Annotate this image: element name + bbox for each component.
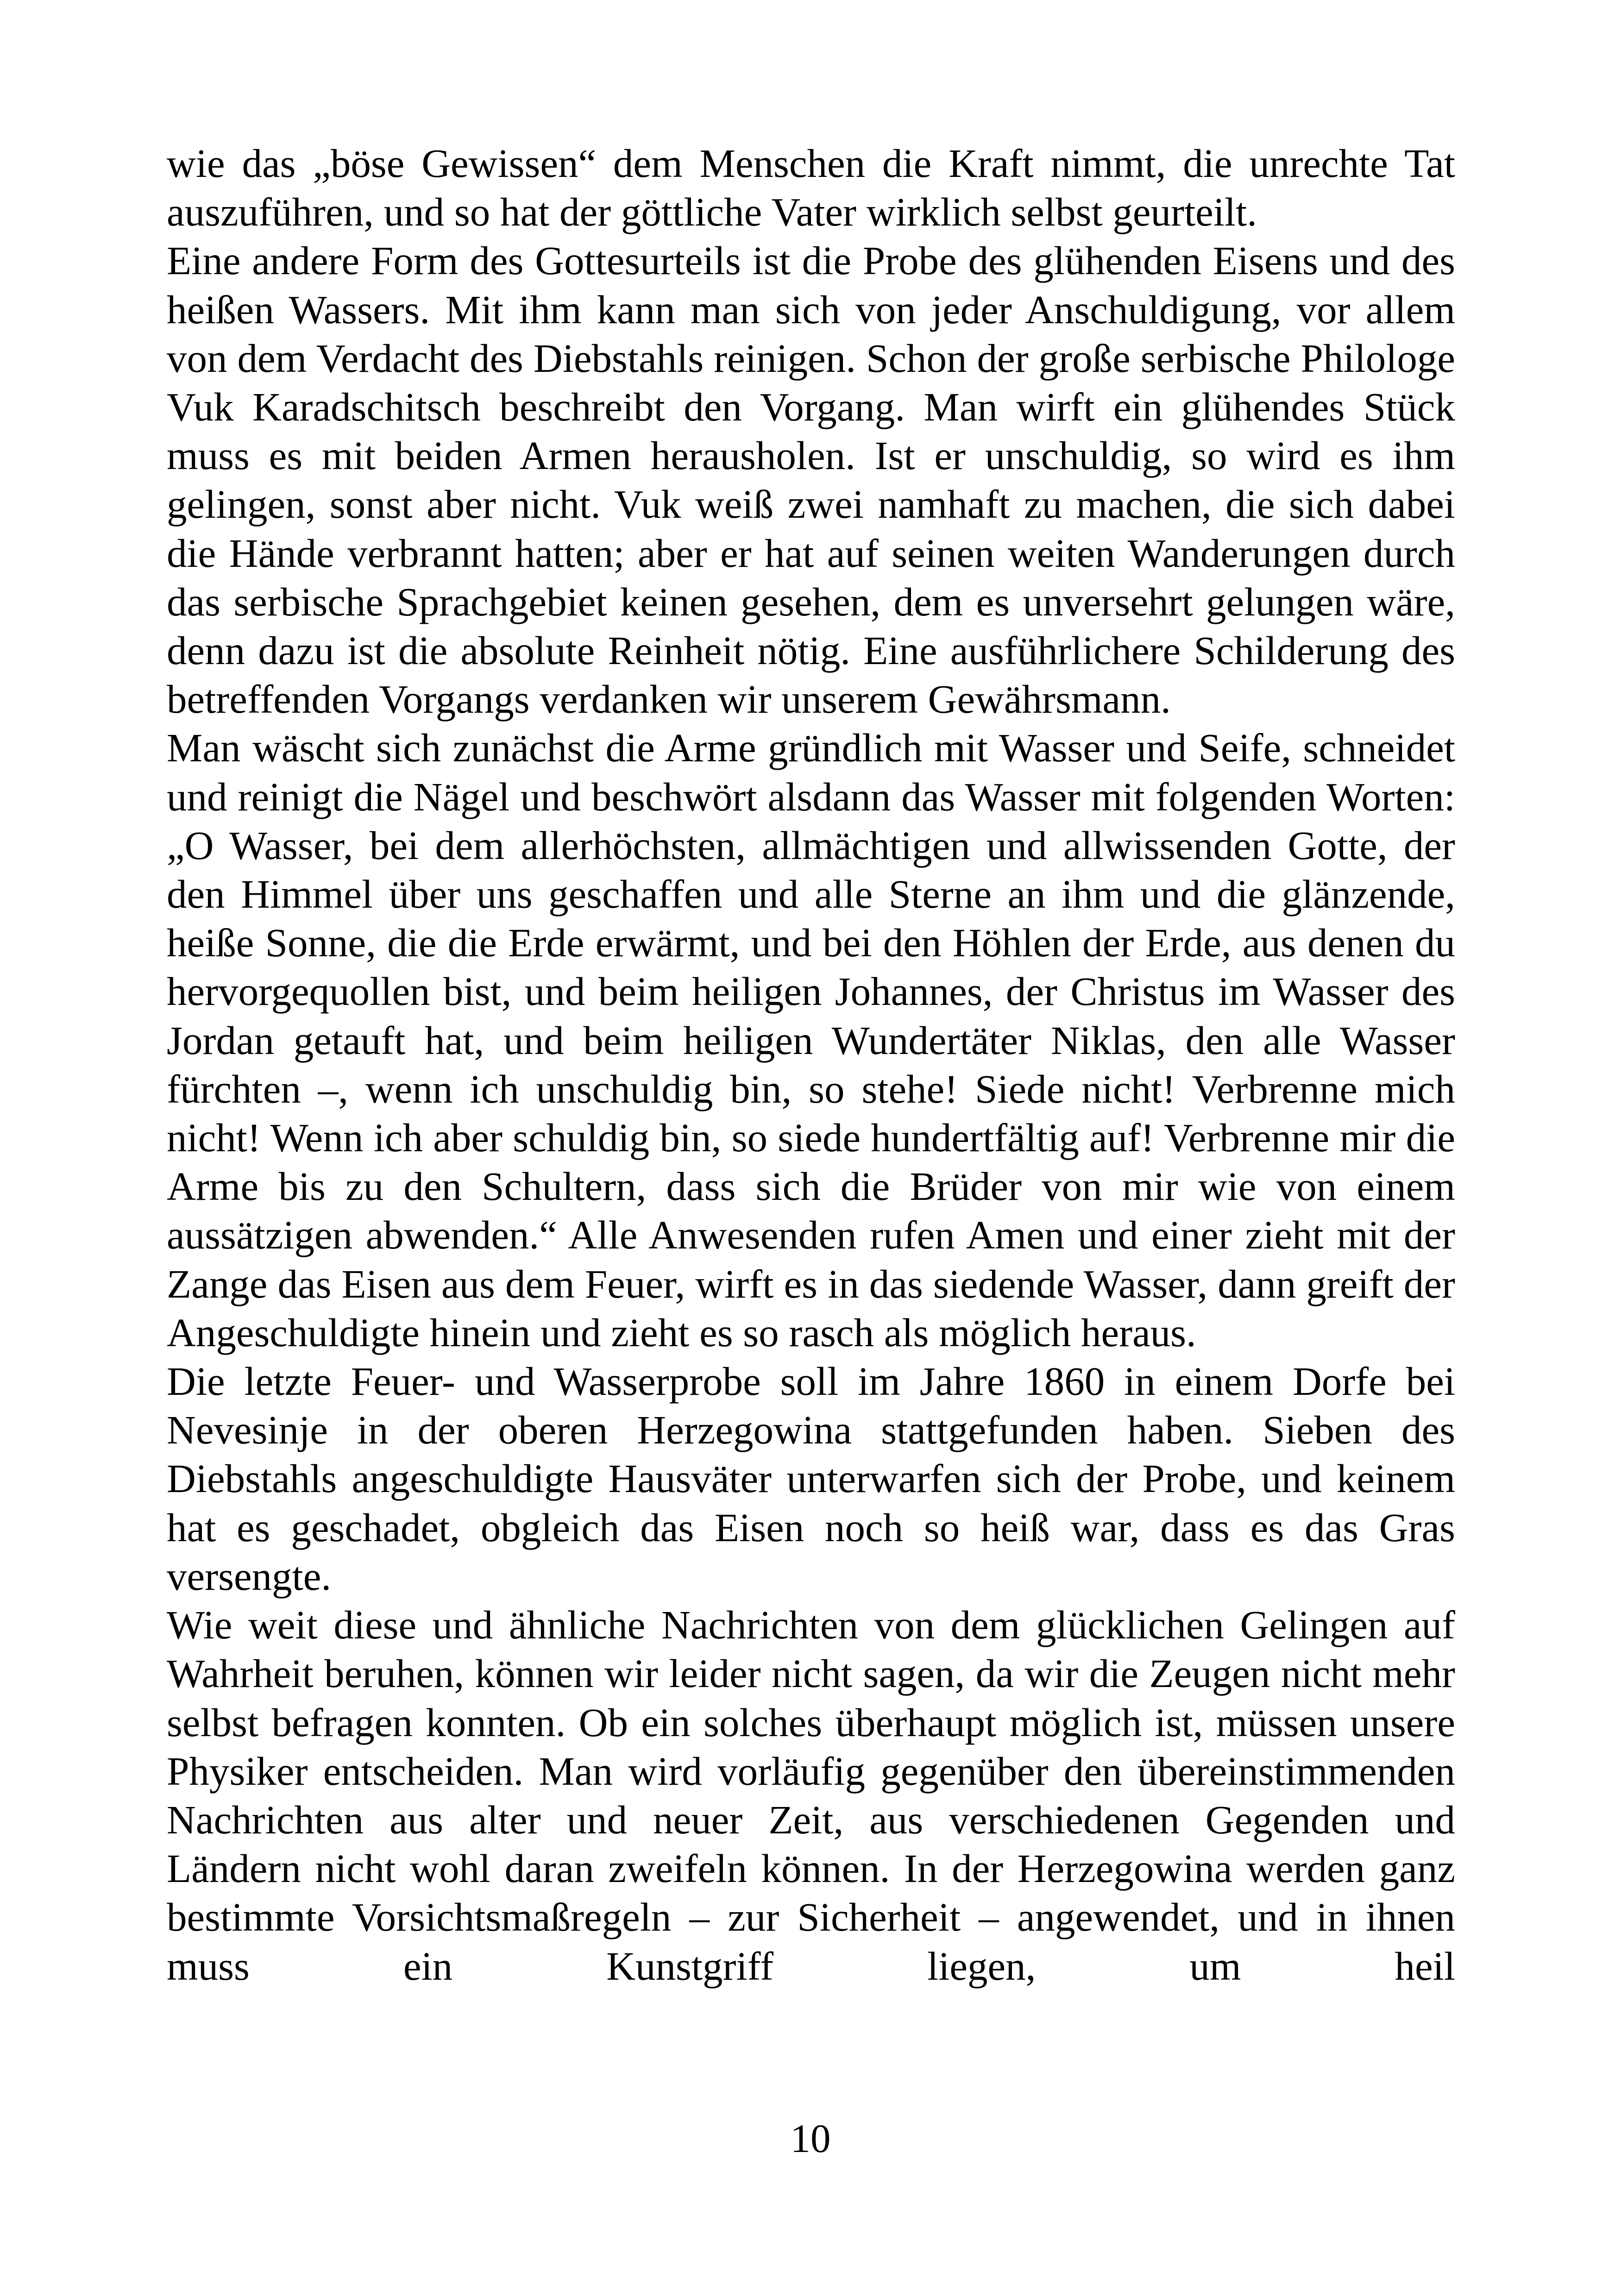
paragraph-2: Eine andere Form des Gottesurteils ist die Probe des glühenden Eisens und des heißen Wassers. Mit ihm kann man sich von jeder Anschuldigung, vor allem von dem Verdacht des Diebstahls reinigen. Schon der große serbische Philologe Vuk Karadschitsch beschreibt den Vorgang. Man wirft ein glühendes Stück muss es mit beiden Armen herausholen. Ist er unschuldig, so wird es ihm gelingen, sonst aber nicht. Vuk weiß zwei namhaft zu machen, die sich dabei die Hände verbrannt hatten; aber er hat auf seinen weiten Wanderungen durch das serbische Sprachgebiet keinen gesehen, dem es unversehrt gelungen wäre, denn dazu ist die absolute Reinheit nötig. Eine ausführlichere Schilderung des betreffenden Vorgangs verdanken wir unserem Gewährsmann.: [167, 238, 1455, 722]
paragraph-1: wie das „böse Gewissen“ dem Menschen die Kraft nimmt, die unrechte Tat auszuführen, und so hat der göttliche Vater wirklich selbst geurteilt.: [167, 141, 1455, 235]
page-body: [167, 139, 1455, 1990]
page-number: 10: [790, 2116, 831, 2161]
paragraph-4: Die letzte Feuer- und Wasserprobe soll im Jahre 1860 in einem Dorfe bei Nevesinje in der oberen Herzegowina stattgefunden haben. Sieben des Diebstahls angeschuldigte Hausväter unterwarfen sich der Probe, und keinem hat es geschadet, obgleich das Eisen noch so heiß war, dass es das Gras versengte.: [167, 1359, 1455, 1599]
paragraph-5: Wie weit diese und ähnliche Nachrichten von dem glücklichen Gelingen auf Wahrheit beruhen, können wir leider nicht sagen, da wir die Zeugen nicht mehr selbst befragen konnten. Ob ein solches überhaupt möglich ist, müssen unsere Physiker entscheiden. Man wird vorläufig gegenüber den übereinstimmenden Nachrichten aus alter und neuer Zeit, aus verschiedenen Gegenden und Ländern nicht wohl daran zweifeln können. In der Herzegowina werden ganz bestimmte Vorsichtsmaßregeln – zur Sicherheit – angewendet, und in ihnen muss ein Kunstgriff liegen, um heil: [167, 1602, 1455, 1989]
paragraph-3: Man wäscht sich zunächst die Arme gründlich mit Wasser und Seife, schneidet und reinigt die Nägel und beschwört alsdann das Wasser mit folgenden Worten: „O Wasser, bei dem allerhöchsten, allmächtigen und allwissenden Gotte, der den Himmel über uns geschaffen und alle Sterne an ihm und die glänzende, heiße Sonne, die die Erde erwärmt, und bei den Höhlen der Erde, aus denen du hervorgequollen bist, und beim heiligen Johannes, der Christus im Wasser des Jordan getauft hat, und beim heiligen Wundertäter Niklas, den alle Wasser fürchten –, wenn ich unschuldig bin, so stehe! Siede nicht! Verbrenne mich nicht! Wenn ich aber schuldig bin, so siede hundertfältig auf! Verbrenne mir die Arme bis zu den Schultern, dass sich die Brüder von mir wie von einem aussätzigen abwenden.“ Alle Anwesenden rufen Amen und einer zieht mit der Zange das Eisen aus dem Feuer, wirft es in das siedende Wasser, dann greift der Angeschuldigte hinein und zieht es so rasch als möglich heraus.: [167, 725, 1455, 1355]
